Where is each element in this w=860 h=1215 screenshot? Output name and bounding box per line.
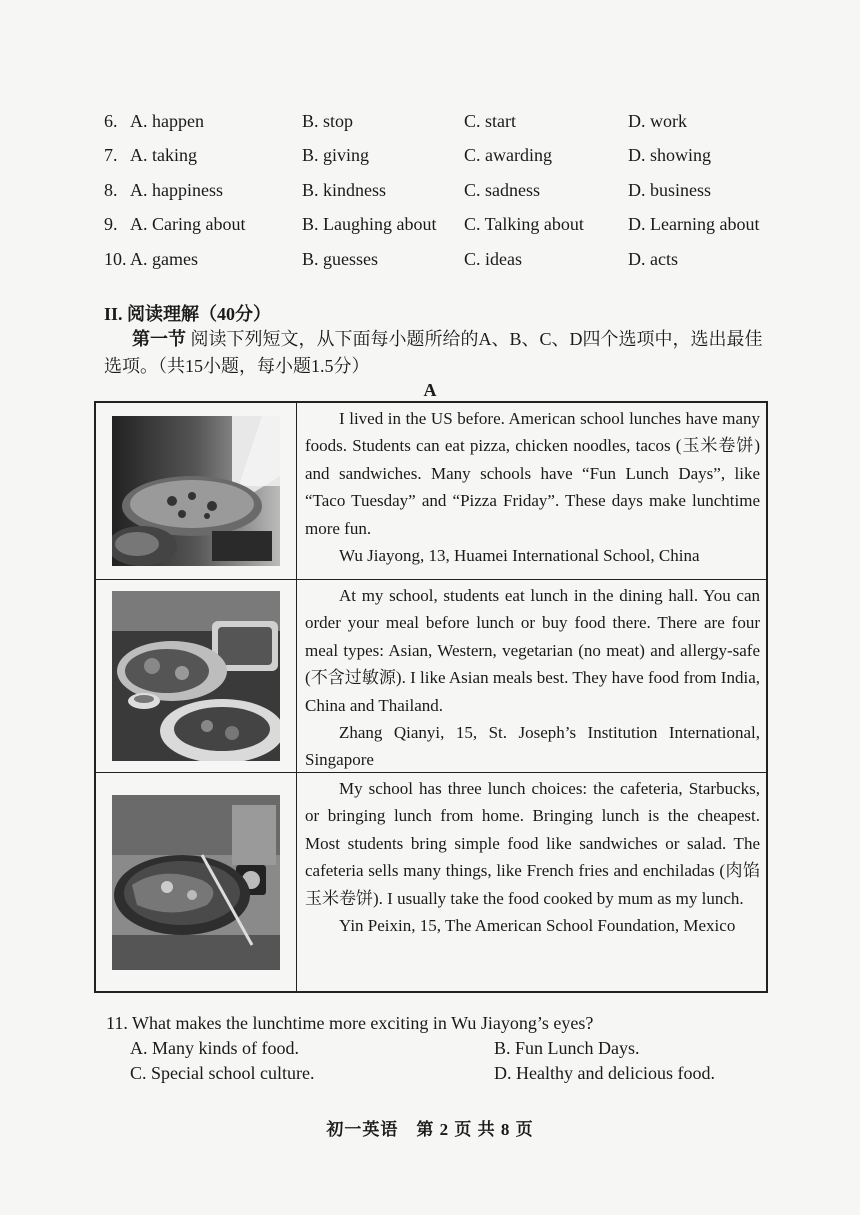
option-b: B. guesses [302, 248, 378, 269]
passage-body: At my school, students eat lunch in the dining hall. You can order your meal before lunch or buy food there. There are four meal types: Asian, Western, vegetarian (no meat) and allergy-safe (不含过敏源). I like Asian meals best. They have food from India, China and Thailand. [305, 586, 760, 715]
options-block [104, 104, 784, 277]
passage-signature: Wu Jiayong, 13, Huamei International School, China [339, 546, 700, 566]
passage-row [96, 403, 766, 580]
option-row-8 [104, 173, 784, 208]
option-d: D. Learning about [628, 214, 760, 235]
option-b: B. giving [302, 145, 370, 166]
passage-row [96, 773, 766, 991]
option-a: A. happiness [130, 179, 223, 200]
question-number: 7. [104, 145, 118, 166]
passage-body: I lived in the US before. American school lunches have many foods. Students can eat pizza, chicken noodles, tacos (玉米卷饼) and sandwiches. Many schools have “Fun Lunch Days”, like “Taco Tuesday” and “Pizza Friday”. These days make lunchtime more fun. [305, 409, 760, 538]
part-label: 第一节 [132, 329, 186, 349]
answer-choices [106, 1036, 746, 1086]
pizza-photo [96, 403, 297, 579]
question-number: 10. [104, 248, 127, 269]
option-c: C. start [464, 110, 516, 131]
option-a: A. happen [130, 110, 204, 131]
passage-text [297, 580, 766, 772]
passage-signature: Yin Peixin, 15, The American School Foundation, Mexico [339, 916, 736, 936]
option-c: C. sadness [464, 179, 540, 200]
option-row-9 [104, 208, 784, 243]
question-11 [106, 1011, 746, 1086]
option-a: A. taking [130, 145, 197, 166]
option-c: C. ideas [464, 248, 522, 269]
choice-c: C. Special school culture. [130, 1063, 315, 1083]
option-a: A. games [130, 248, 198, 269]
passage-text [297, 773, 766, 991]
option-b: B. Laughing about [302, 214, 437, 235]
question-number: 9. [104, 214, 118, 235]
passage-text [297, 403, 766, 579]
section-heading: II. 阅读理解（40分） [104, 304, 272, 324]
option-row-7 [104, 139, 784, 174]
cafeteria-plate-photo [96, 773, 297, 991]
option-b: B. kindness [302, 179, 387, 200]
choice-d: D. Healthy and delicious food. [494, 1063, 715, 1083]
option-row-10 [104, 242, 784, 277]
option-row-6 [104, 104, 784, 139]
choice-a: A. Many kinds of food. [130, 1038, 299, 1058]
meal-tray-photo [96, 580, 297, 772]
passage-row [96, 580, 766, 773]
question-number: 8. [104, 179, 118, 200]
option-d: D. work [628, 110, 687, 131]
option-d: D. acts [628, 248, 678, 269]
option-d: D. showing [628, 145, 712, 166]
page-footer: 初一英语 第 2 页 共 8 页 [326, 1120, 534, 1139]
option-c: C. Talking about [464, 214, 584, 235]
passage-letter: A [423, 380, 437, 400]
option-c: C. awarding [464, 145, 552, 166]
choice-b: B. Fun Lunch Days. [494, 1038, 640, 1058]
instruction-text: 阅读下列短文，从下面每小题所给的A、B、C、D四个选项中，选出最佳选项。（共15小题，每小题1.5分） [104, 329, 763, 376]
section-instruction [104, 326, 768, 380]
option-d: D. business [628, 179, 712, 200]
question-number: 6. [104, 110, 118, 131]
passage-body: My school has three lunch choices: the cafeteria, Starbucks, or bringing lunch from home. Bringing lunch is the cheapest. Most students bring simple food like sandwiches or salad. The cafeteria sells many things, like French fries and enchiladas (肉馅玉米卷饼). I usually take the food cooked by mum as my lunch. [305, 779, 760, 908]
question-stem: 11. What makes the lunchtime more exciting in Wu Jiayong’s eyes? [106, 1013, 594, 1033]
passage-table [94, 401, 768, 993]
option-b: B. stop [302, 110, 354, 131]
option-a: A. Caring about [130, 214, 246, 235]
passage-signature: Zhang Qianyi, 15, St. Joseph’s Institution International, Singapore [305, 723, 760, 770]
